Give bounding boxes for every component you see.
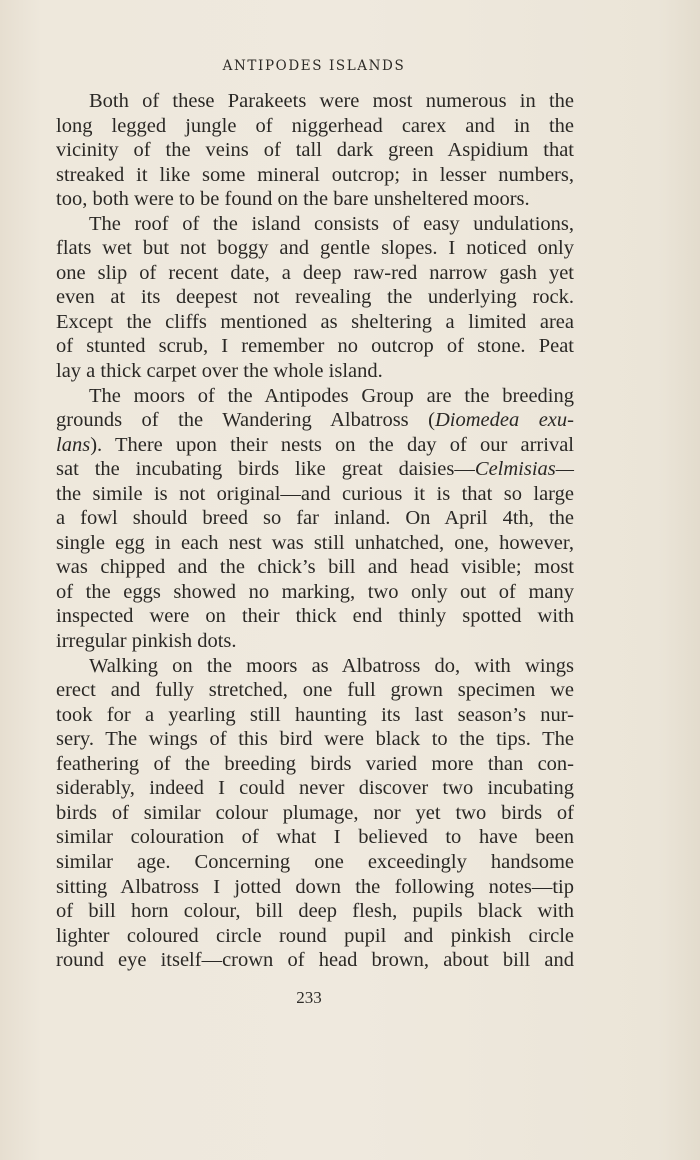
text-line: long legged jungle of niggerhead carex and in the: [56, 114, 574, 137]
italic-species-name: lans: [56, 433, 91, 456]
text-line: lay a thick carpet over the whole island.: [56, 360, 383, 383]
paragraph-4: [56, 654, 574, 973]
text-line: The moors of the Antipodes Group are the breeding: [89, 384, 574, 407]
text-line: of stunted scrub, I remember no outcrop of stone. Peat: [56, 335, 574, 358]
italic-species-name: Diomedea exu-: [434, 409, 574, 432]
text-line: was chipped and the chick’s bill and head visible; most: [56, 556, 574, 579]
text-fragment: grounds of the Wandering Albatross (: [56, 409, 435, 432]
text-line-with-italic: [56, 408, 574, 433]
text-line: siderably, indeed I could never discover two incubating: [56, 777, 574, 800]
text-line-with-italic: [56, 433, 574, 458]
text-line: round eye itself—crown of head brown, about bill and: [56, 949, 574, 972]
text-line: single egg in each nest was still unhatched, one, however,: [56, 531, 574, 554]
text-line: one slip of recent date, a deep raw-red narrow gash yet: [56, 261, 574, 284]
text-line: similar age. Concerning one exceedingly handsome: [56, 850, 574, 873]
text-line: Walking on the moors as Albatross do, with wings: [89, 654, 574, 677]
text-line: flats wet but not boggy and gentle slopes. I noticed only: [56, 237, 574, 260]
text-line: feathering of the breeding birds varied more than con-: [56, 752, 574, 775]
text-line: too, both were to be found on the bare unsheltered moors.: [56, 188, 530, 211]
paragraph-1: [56, 89, 574, 212]
text-line: Both of these Parakeets were most numerous in the: [89, 90, 574, 112]
text-line: erect and fully stretched, one full grown specimen we: [56, 679, 574, 702]
text-line: lighter coloured circle round pupil and pinkish circle: [56, 924, 574, 947]
text-line: Except the cliffs mentioned as sheltering a limited area: [56, 310, 574, 333]
text-line: The roof of the island consists of easy undulations,: [89, 212, 574, 235]
page-number: 233: [296, 988, 322, 1007]
body-text: [56, 89, 574, 973]
text-line-with-italic: [56, 457, 574, 482]
text-line: sery. The wings of this bird were black to the tips. The: [56, 728, 574, 751]
running-head: ANTIPODES ISLANDS: [222, 58, 406, 74]
text-line: streaked it like some mineral outcrop; in lesser numbers,: [56, 163, 574, 186]
text-line: of bill horn colour, bill deep flesh, pupils black with: [56, 900, 574, 923]
text-fragment: ). There upon their nests on the day of our arrival: [90, 433, 574, 456]
text-line: irregular pinkish dots.: [56, 630, 237, 653]
text-line: even at its deepest not revealing the underlying rock.: [56, 286, 574, 309]
paragraph-3: [56, 384, 574, 654]
text-line: similar colouration of what I believed to have been: [56, 826, 574, 849]
italic-genus-name: Celmisias—: [474, 458, 574, 481]
text-fragment: sat the incubating birds like great daisies—: [56, 458, 475, 481]
text-line: took for a yearling still haunting its last season’s nur-: [56, 703, 574, 726]
text-line: a fowl should breed so far inland. On April 4th, the: [56, 507, 574, 530]
paragraph-2: [56, 212, 574, 384]
text-line: sitting Albatross I jotted down the following notes—tip: [56, 875, 574, 898]
text-line: birds of similar colour plumage, nor yet two birds of: [56, 801, 574, 824]
text-line: inspected were on their thick end thinly spotted with: [56, 605, 574, 628]
text-line: vicinity of the veins of tall dark green Aspidium that: [56, 139, 574, 162]
text-line: of the eggs showed no marking, two only out of many: [56, 580, 574, 603]
text-line: the simile is not original—and curious it is that so large: [56, 482, 574, 505]
